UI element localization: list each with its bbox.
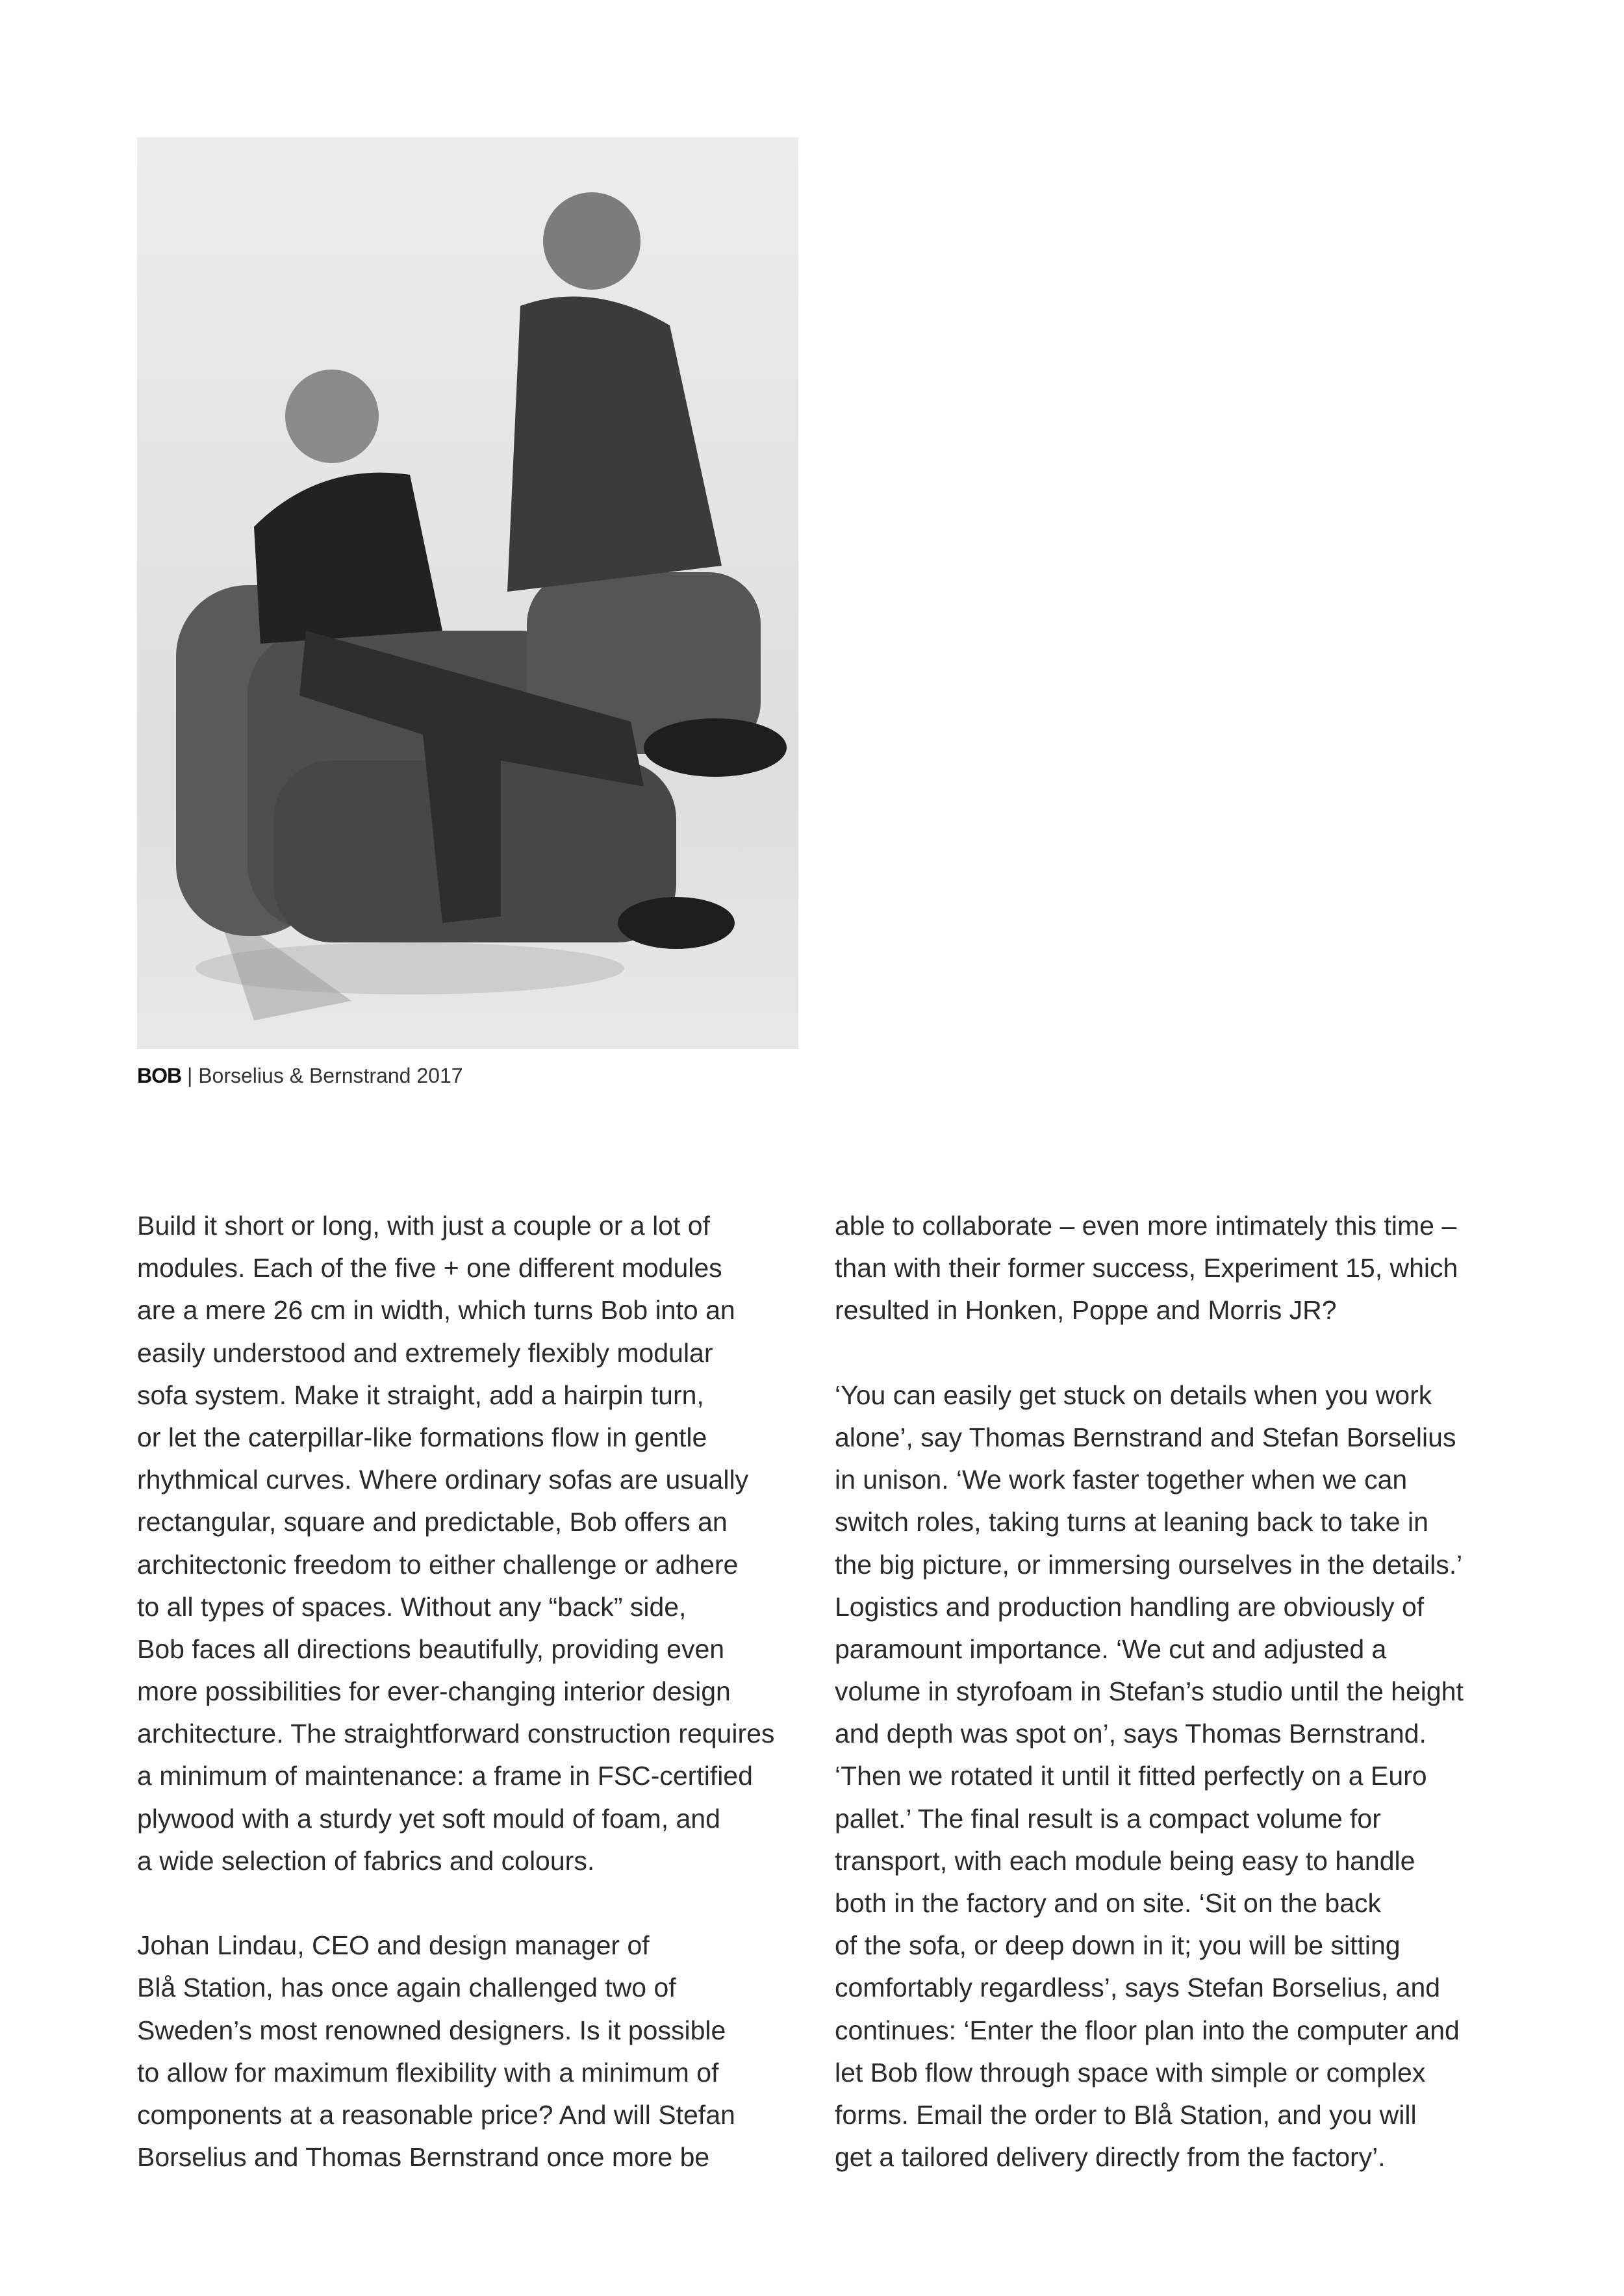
text-line: resulted in Honken, Poppe and Morris JR?	[835, 1295, 1337, 1326]
text-line: to allow for maximum flexibility with a minimum of	[137, 2057, 719, 2088]
text-line: the big picture, or immersing ourselves in the details.’	[835, 1549, 1463, 1580]
text-line: forms. Email the order to Blå Station, and you will	[835, 2099, 1417, 2130]
text-line: modules. Each of the five + one different modules	[137, 1253, 722, 1283]
text-line: Johan Lindau, CEO and design manager of	[137, 1930, 650, 1961]
text-line: or let the caterpillar-like formations flow in gentle	[137, 1422, 707, 1452]
caption-product: BOB	[137, 1064, 182, 1087]
text-line: rhythmical curves. Where ordinary sofas are usually	[137, 1465, 749, 1495]
text-line: volume in styrofoam in Stefan’s studio until the height	[835, 1676, 1464, 1707]
text-line: let Bob flow through space with simple or complex	[835, 2057, 1426, 2088]
paragraph	[835, 1205, 1517, 1332]
text-line: get a tailored delivery directly from the factory’.	[835, 2142, 1386, 2173]
product-photo	[137, 137, 798, 1049]
text-line: Blå Station, has once again challenged two of	[137, 1973, 676, 2003]
designers-on-sofa-image	[137, 137, 798, 1049]
text-line: easily understood and extremely flexibly modular	[137, 1337, 713, 1368]
paragraph	[137, 1924, 800, 2178]
text-line: and depth was spot on’, says Thomas Bernstrand.	[835, 1719, 1427, 1749]
text-line: than with their former success, Experiment 15, which	[835, 1253, 1458, 1283]
text-line: components at a reasonable price? And will Stefan	[137, 2099, 735, 2130]
text-line: Build it short or long, with just a couple or a lot of	[137, 1211, 710, 1241]
text-line: architecture. The straightforward construction requires	[137, 1719, 775, 1749]
right-column	[835, 1205, 1517, 2178]
text-line: of the sofa, or deep down in it; you will be sitting	[835, 1930, 1401, 1961]
text-line: transport, with each module being easy to handle	[835, 1845, 1415, 1876]
text-line: Borselius and Thomas Bernstrand once more be	[137, 2142, 710, 2173]
text-line: continues: ‘Enter the floor plan into the computer and	[835, 2015, 1460, 2045]
text-line: both in the factory and on site. ‘Sit on the back	[835, 1888, 1382, 1918]
text-line: in unison. ‘We work faster together when we can	[835, 1465, 1408, 1495]
text-line: plywood with a sturdy yet soft mould of foam, and	[137, 1803, 720, 1834]
text-line: able to collaborate – even more intimately this time –	[835, 1211, 1457, 1241]
text-line: alone’, say Thomas Bernstrand and Stefan Borselius	[835, 1422, 1456, 1452]
text-line: more possibilities for ever-changing interior design	[137, 1676, 731, 1707]
text-line: comfortably regardless’, says Stefan Borselius, and	[835, 1973, 1441, 2003]
text-line: a wide selection of fabrics and colours.	[137, 1845, 595, 1876]
text-line: rectangular, square and predictable, Bob offers an	[137, 1507, 728, 1537]
text-line: paramount importance. ‘We cut and adjusted a	[835, 1634, 1387, 1664]
text-line: are a mere 26 cm in width, which turns Bob into an	[137, 1295, 735, 1326]
text-line: sofa system. Make it straight, add a hairpin turn,	[137, 1380, 704, 1410]
text-line: switch roles, taking turns at leaning back to take in	[835, 1507, 1428, 1537]
text-line: ‘You can easily get stuck on details when you work	[835, 1380, 1432, 1410]
text-line: architectonic freedom to either challenge or adhere	[137, 1549, 739, 1580]
text-line: Logistics and production handling are obviously of	[835, 1591, 1425, 1622]
text-line: ‘Then we rotated it until it fitted perfectly on a Euro	[835, 1761, 1427, 1791]
text-line: Bob faces all directions beautifully, providing even	[137, 1634, 725, 1664]
photo-caption	[137, 1064, 463, 1088]
text-line: Sweden’s most renowned designers. Is it possible	[137, 2015, 726, 2045]
text-line: a minimum of maintenance: a frame in FSC-certified	[137, 1761, 753, 1791]
paragraph	[835, 1374, 1517, 2179]
text-line: to all types of spaces. Without any “back” side,	[137, 1591, 687, 1622]
text-line: pallet.’ The final result is a compact volume for	[835, 1803, 1381, 1834]
caption-separator: |	[187, 1064, 193, 1087]
caption-credit: Borselius & Bernstrand 2017	[198, 1064, 463, 1087]
paragraph	[137, 1205, 800, 1882]
left-column	[137, 1205, 800, 2178]
